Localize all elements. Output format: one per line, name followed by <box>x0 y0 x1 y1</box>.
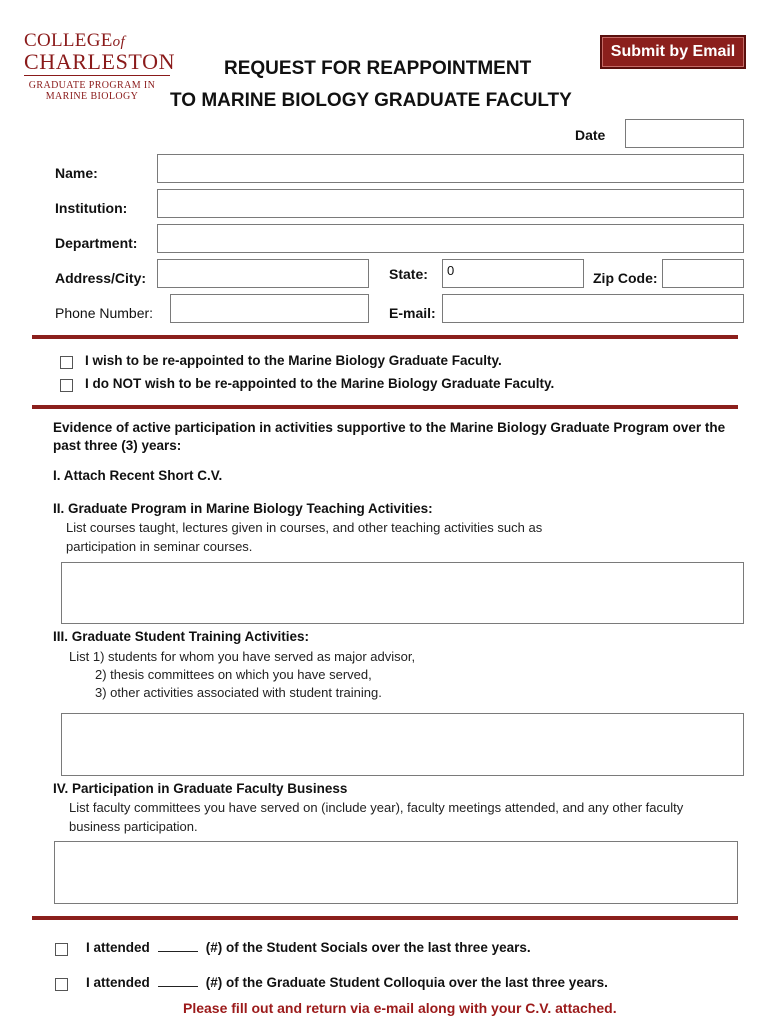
section-divider <box>32 335 738 339</box>
evidence-intro: Evidence of active participation in activities supportive to the Marine Biology Graduate Program over the past three (3) years: <box>53 420 726 453</box>
socials-checkbox[interactable] <box>55 943 68 956</box>
section-3-text-2: 2) thesis committees on which you have served, <box>95 667 372 682</box>
address-label: Address/City: <box>55 270 147 286</box>
department-field[interactable] <box>157 224 744 253</box>
state-field[interactable]: 0 <box>442 259 584 288</box>
colloquia-count-blank[interactable] <box>158 977 198 987</box>
faculty-business-textbox[interactable] <box>54 841 738 904</box>
section-2-text-1: List courses taught, lectures given in courses, and other teaching activities such as <box>66 520 543 535</box>
socials-count-blank[interactable] <box>158 942 198 952</box>
logo-charleston-text: CHARLESTON <box>24 49 176 74</box>
date-field[interactable] <box>625 119 744 148</box>
phone-label: Phone Number: <box>55 305 154 321</box>
colloquia-attended-prefix: I attended <box>86 975 150 990</box>
zip-field[interactable] <box>662 259 744 288</box>
section-4-heading: IV. Participation in Graduate Faculty Business <box>53 781 348 796</box>
colloquia-attendance-text: (#) of the Graduate Student Colloquia over the last three years. <box>205 975 608 990</box>
section-3-text-1: List 1) students for whom you have served as major advisor, <box>69 649 416 664</box>
socials-attendance-text: (#) of the Student Socials over the last three years. <box>205 940 531 955</box>
section-divider <box>32 916 738 920</box>
section-1-heading: I. Attach Recent Short C.V. <box>53 468 223 483</box>
teaching-activities-textbox[interactable] <box>61 562 744 624</box>
not-reappoint-checkbox[interactable] <box>60 379 73 392</box>
page-title-line-1: REQUEST FOR REAPPOINTMENT <box>224 58 532 79</box>
section-2-text-2: participation in seminar courses. <box>66 539 253 554</box>
socials-attended-prefix: I attended <box>86 940 150 955</box>
section-3-text-3: 3) other activities associated with student training. <box>95 685 382 700</box>
section-3-heading: III. Graduate Student Training Activities: <box>53 629 310 644</box>
email-field[interactable] <box>442 294 744 323</box>
date-label: Date <box>575 127 606 143</box>
name-field[interactable] <box>157 154 744 183</box>
college-logo <box>24 32 174 102</box>
logo-subtitle-1: GRADUATE PROGRAM IN <box>28 80 156 91</box>
page-title-line-2: TO MARINE BIOLOGY GRADUATE FACULTY <box>170 90 572 111</box>
logo-subtitle-2: MARINE BIOLOGY <box>45 91 139 102</box>
section-2-heading: II. Graduate Program in Marine Biology Teaching Activities: <box>53 501 433 516</box>
zip-label: Zip Code: <box>593 270 658 286</box>
return-instructions: Please fill out and return via e-mail along with your C.V. attached. <box>183 1000 617 1016</box>
logo-of-text: of <box>112 34 125 50</box>
reappoint-option-label: I wish to be re-appointed to the Marine Biology Graduate Faculty. <box>85 353 502 368</box>
email-label: E-mail: <box>389 305 436 321</box>
logo-divider <box>24 75 170 76</box>
reappoint-checkbox[interactable] <box>60 356 73 369</box>
name-label: Name: <box>55 165 98 181</box>
socials-attendance-row <box>86 940 531 955</box>
institution-label: Institution: <box>55 200 128 216</box>
section-4-text-1: List faculty committees you have served on (include year), faculty meetings attended, and any other faculty <box>69 800 684 815</box>
not-reappoint-option-label: I do NOT wish to be re-appointed to the Marine Biology Graduate Faculty. <box>85 376 555 391</box>
state-label: State: <box>389 266 428 282</box>
phone-field[interactable] <box>170 294 369 323</box>
colloquia-checkbox[interactable] <box>55 978 68 991</box>
section-divider <box>32 405 738 409</box>
colloquia-attendance-row <box>86 975 608 990</box>
institution-field[interactable] <box>157 189 744 218</box>
logo-college-text: COLLEGE <box>24 30 113 51</box>
submit-by-email-button[interactable]: Submit by Email <box>600 35 746 69</box>
address-field[interactable] <box>157 259 369 288</box>
department-label: Department: <box>55 235 138 251</box>
section-4-text-2: business participation. <box>69 819 198 834</box>
student-training-textbox[interactable] <box>61 713 744 776</box>
